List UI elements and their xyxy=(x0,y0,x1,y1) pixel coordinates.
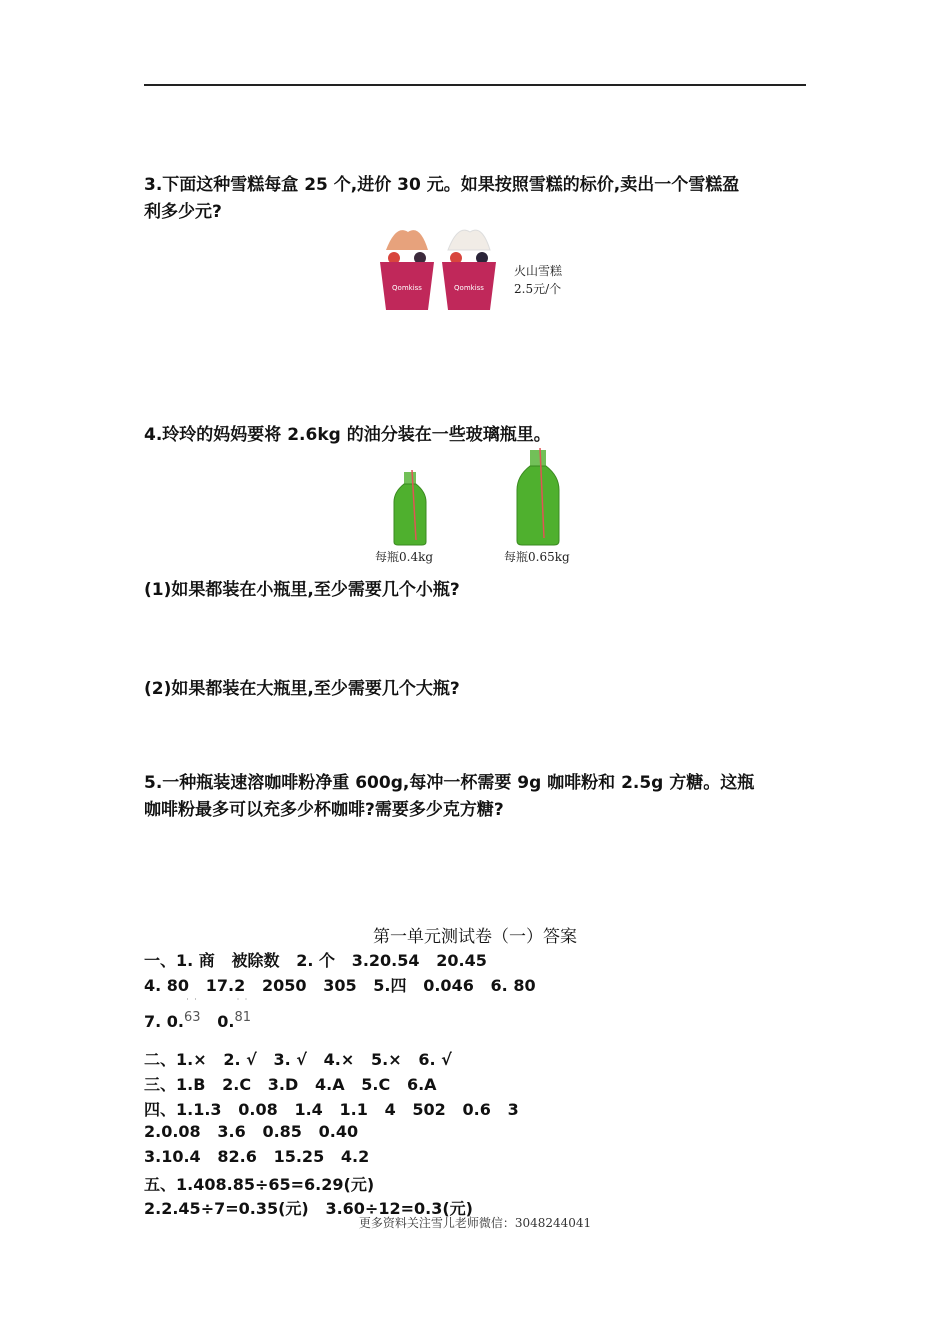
answer-line-4: 二、1.× 2. √ 3. √ 4.× 5.× 6. √ xyxy=(144,1050,452,1069)
footer-note: 更多资料关注雪儿老师微信：3048244041 xyxy=(358,1216,592,1230)
header-rule xyxy=(144,84,806,86)
answer-line-8: 3.10.4 82.6 15.25 4.2 xyxy=(144,1147,370,1166)
big-bottle-label: 每瓶0.65kg xyxy=(504,550,570,564)
question-5-line2: 咖啡粉最多可以充多少杯咖啡?需要多少克方糖? xyxy=(144,800,504,820)
question-5-line1: 5.一种瓶装速溶咖啡粉净重 600g,每冲一杯需要 9g 咖啡粉和 2.5g 方糖。这瓶 xyxy=(144,773,755,793)
answer-7-repeating-1: ˙ ˙ 63 xyxy=(184,998,201,1025)
answer-line-9: 五、1.408.85÷65=6.29(元) xyxy=(144,1175,375,1194)
answer-line-10: 2.2.45÷7=0.35(元) 3.60÷12=0.3(元) xyxy=(144,1199,473,1218)
answer-7-repeating-2: ˙ ˙ 81 xyxy=(234,998,252,1025)
answer-line-7: 2.0.08 3.6 0.85 0.40 xyxy=(144,1122,359,1141)
question-4-sub2: (2)如果都装在大瓶里,至少需要几个大瓶? xyxy=(144,679,460,699)
ice-cream-swirl-right xyxy=(448,230,490,250)
ice-cream-swirl-left xyxy=(386,230,428,250)
ice-cream-image xyxy=(376,222,500,314)
answer-line-3 xyxy=(144,998,252,1031)
cup-left-brand: Qomkiss xyxy=(392,284,422,292)
big-bottle-image xyxy=(514,448,562,546)
question-3-line2: 利多少元? xyxy=(144,202,222,222)
question-4: 4.玲玲的妈妈要将 2.6kg 的油分装在一些玻璃瓶里。 xyxy=(144,425,551,445)
answer-line-5: 三、1.B 2.C 3.D 4.A 5.C 6.A xyxy=(144,1075,437,1094)
cup-right-brand: Qomkiss xyxy=(454,284,484,292)
answer-7-mid: 0. xyxy=(200,1012,235,1031)
question-4-sub1: (1)如果都装在小瓶里,至少需要几个小瓶? xyxy=(144,580,460,600)
answer-line-6: 四、1.1.3 0.08 1.4 1.1 4 502 0.6 3 xyxy=(144,1100,519,1119)
ice-cream-price: 2.5元/个 xyxy=(514,282,562,296)
answer-7-prefix: 7. 0. xyxy=(144,1012,184,1031)
ice-cream-name: 火山雪糕 xyxy=(514,264,563,278)
answer-line-1: 一、1. 商 被除数 2. 个 3.20.54 20.45 xyxy=(144,951,487,970)
question-3-line1: 3.下面这种雪糕每盒 25 个,进价 30 元。如果按照雪糕的标价,卖出一个雪糕盈 xyxy=(144,175,740,195)
answer-line-2: 4. 80 17.2 2050 305 5.四 0.046 6. 80 xyxy=(144,976,536,995)
small-bottle-label: 每瓶0.4kg xyxy=(375,550,434,564)
question-5 xyxy=(144,770,814,824)
small-bottle-image xyxy=(392,470,428,546)
question-3 xyxy=(144,172,814,226)
answers-title: 第一单元测试卷（一）答案 xyxy=(373,927,577,947)
